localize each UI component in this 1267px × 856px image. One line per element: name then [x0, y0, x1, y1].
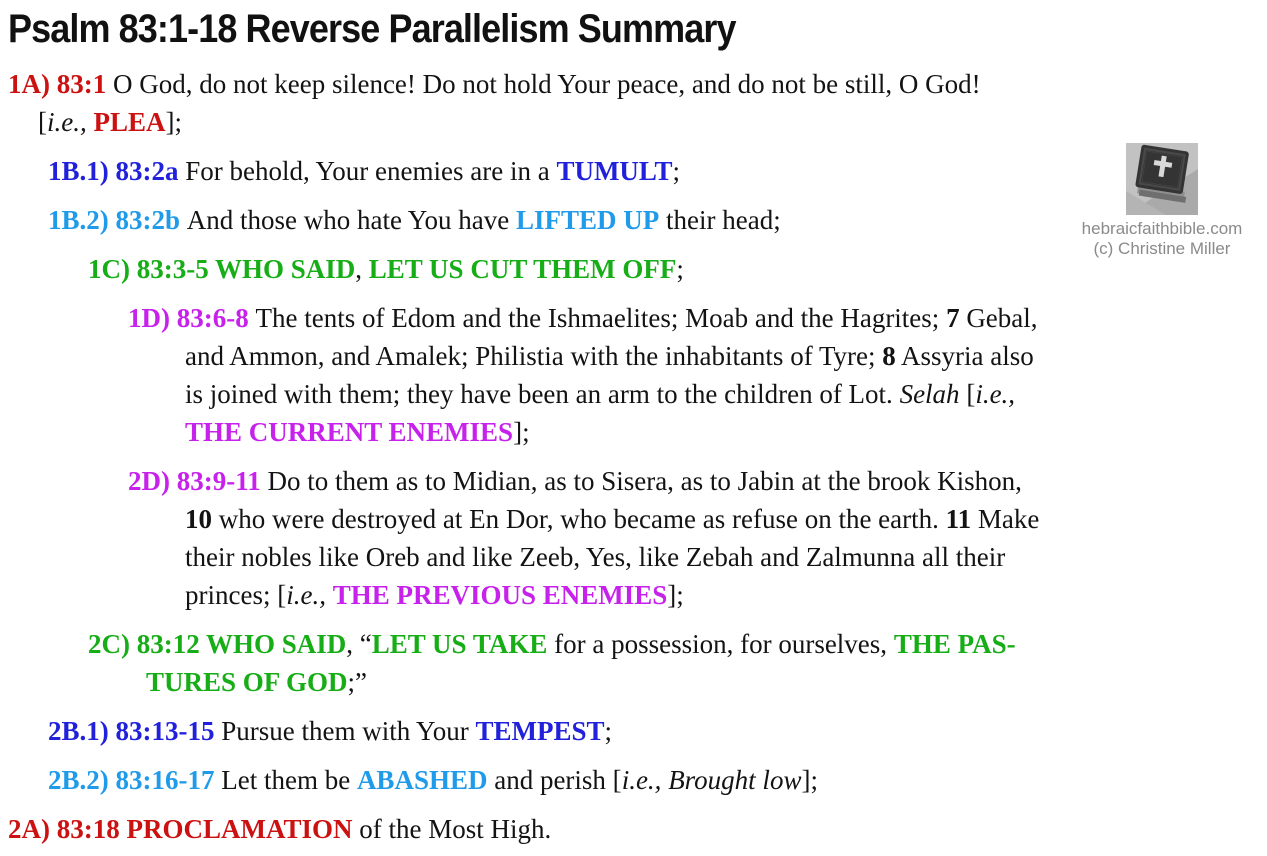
- keyword-lifted-up: LIFTED UP: [516, 205, 660, 235]
- keyword-who-said: WHO SAID: [214, 254, 356, 284]
- text-segment: ];: [801, 765, 818, 795]
- text-segment: [: [959, 379, 976, 409]
- text-segment: , “: [346, 629, 372, 659]
- text-segment: i.e.,: [621, 765, 662, 795]
- text-segment: of the Most High.: [352, 814, 552, 844]
- text-segment: Let them be: [221, 765, 357, 795]
- outline-entry-2D: [0, 462, 1267, 614]
- text-segment: ];: [667, 580, 684, 610]
- text-segment: 7: [946, 303, 960, 333]
- keyword-pastures-2: TURES OF GOD: [146, 667, 348, 697]
- text-segment: ,: [355, 254, 369, 284]
- text-segment: ;: [604, 716, 613, 746]
- outline-entry-2B1: [0, 712, 1267, 750]
- text-segment: O God, do not keep silence! Do not hold Your peace, and do not be still, O God!: [112, 69, 981, 99]
- text-segment: ];: [165, 107, 183, 137]
- text-segment: is joined with them; they have been an arm to the children of Lot.: [185, 379, 900, 409]
- text-segment: Assyria also: [895, 341, 1034, 371]
- bible-cross-icon: [1126, 143, 1198, 215]
- label-2B2: 2B.2) 83:16-17: [48, 765, 222, 795]
- text-segment: Gebal,: [959, 303, 1038, 333]
- text-segment: 8: [882, 341, 896, 371]
- keyword-tumult: TUMULT: [556, 156, 673, 186]
- label-1B1: 1B.1) 83:2a: [48, 156, 186, 186]
- text-segment: i.e.,: [975, 379, 1016, 409]
- keyword-previous-enemies: THE PREVIOUS ENEMIES: [332, 580, 668, 610]
- text-segment: their head;: [659, 205, 781, 235]
- outline-entry-1D: [0, 299, 1267, 451]
- watermark: [1062, 143, 1262, 259]
- label-1D: 1D) 83:6-8: [128, 303, 256, 333]
- text-segment: princes; [: [185, 580, 287, 610]
- outline-entry-2A: [0, 810, 1267, 848]
- keyword-cut-them-off: LET US CUT THEM OFF: [368, 254, 677, 284]
- page-title: Psalm 83:1-18 Reverse Parallelism Summary: [8, 7, 736, 51]
- label-1A: 1A) 83:1: [8, 69, 113, 99]
- label-1C: 1C) 83:3-5: [88, 254, 215, 284]
- label-2B1: 2B.1) 83:13-15: [48, 716, 222, 746]
- text-segment: ;”: [347, 667, 368, 697]
- text-segment: And those who hate You have: [186, 205, 516, 235]
- text-segment: and Ammon, and Amalek; Philistia with the inhabitants of Tyre;: [185, 341, 883, 371]
- keyword-abashed: ABASHED: [356, 765, 488, 795]
- watermark-site: hebraicfaithbible.com: [1081, 219, 1243, 238]
- text-segment: ];: [513, 417, 530, 447]
- keyword-tempest: TEMPEST: [475, 716, 605, 746]
- label-2D: 2D) 83:9-11: [128, 466, 268, 496]
- outline-entry-2B2: [0, 761, 1267, 799]
- text-segment: i.e.,: [286, 580, 326, 610]
- text-segment: The tents of Edom and the Ishmaelites; Moab and the Hagrites;: [255, 303, 947, 333]
- text-segment: who were destroyed at En Dor, who became as refuse on the earth.: [212, 504, 946, 534]
- text-segment: Pursue them with Your: [221, 716, 476, 746]
- keyword-current-enemies: THE CURRENT ENEMIES: [185, 417, 514, 447]
- watermark-copyright: (c) Christine Miller: [1093, 239, 1231, 258]
- text-segment: [: [38, 107, 47, 137]
- text-segment: Selah: [899, 379, 960, 409]
- keyword-pastures-1: THE PAS-: [893, 629, 1016, 659]
- text-segment: Make: [971, 504, 1040, 534]
- text-segment: Brought low: [668, 765, 802, 795]
- outline-entry-2C: [0, 625, 1267, 701]
- keyword-plea: PLEA: [93, 107, 166, 137]
- outline-entry-1A: [0, 65, 1267, 141]
- text-segment: ;: [676, 254, 684, 284]
- text-segment: [326, 580, 333, 610]
- text-segment: for a possession, for ourselves,: [547, 629, 894, 659]
- label-2A: 2A) 83:18: [8, 814, 127, 844]
- keyword-proclamation: PROCLAMATION: [126, 814, 353, 844]
- text-segment: For behold, Your enemies are in a: [185, 156, 557, 186]
- text-segment: [87, 107, 94, 137]
- text-segment: 11: [945, 504, 972, 534]
- text-segment: and perish [: [487, 765, 622, 795]
- text-segment: ;: [672, 156, 680, 186]
- keyword-let-us-take: LET US TAKE: [371, 629, 548, 659]
- text-segment: their nobles like Oreb and like Zeeb, Yes, like Zebah and Zalmunna all their: [185, 542, 1006, 572]
- text-segment: 10: [185, 504, 212, 534]
- label-2C: 2C) 83:12: [88, 629, 206, 659]
- text-segment: i.e.,: [47, 107, 87, 137]
- keyword-who-said-2: WHO SAID: [206, 629, 347, 659]
- label-1B2: 1B.2) 83:2b: [48, 205, 187, 235]
- text-segment: Do to them as to Midian, as to Sisera, as to Jabin at the brook Kishon,: [267, 466, 1022, 496]
